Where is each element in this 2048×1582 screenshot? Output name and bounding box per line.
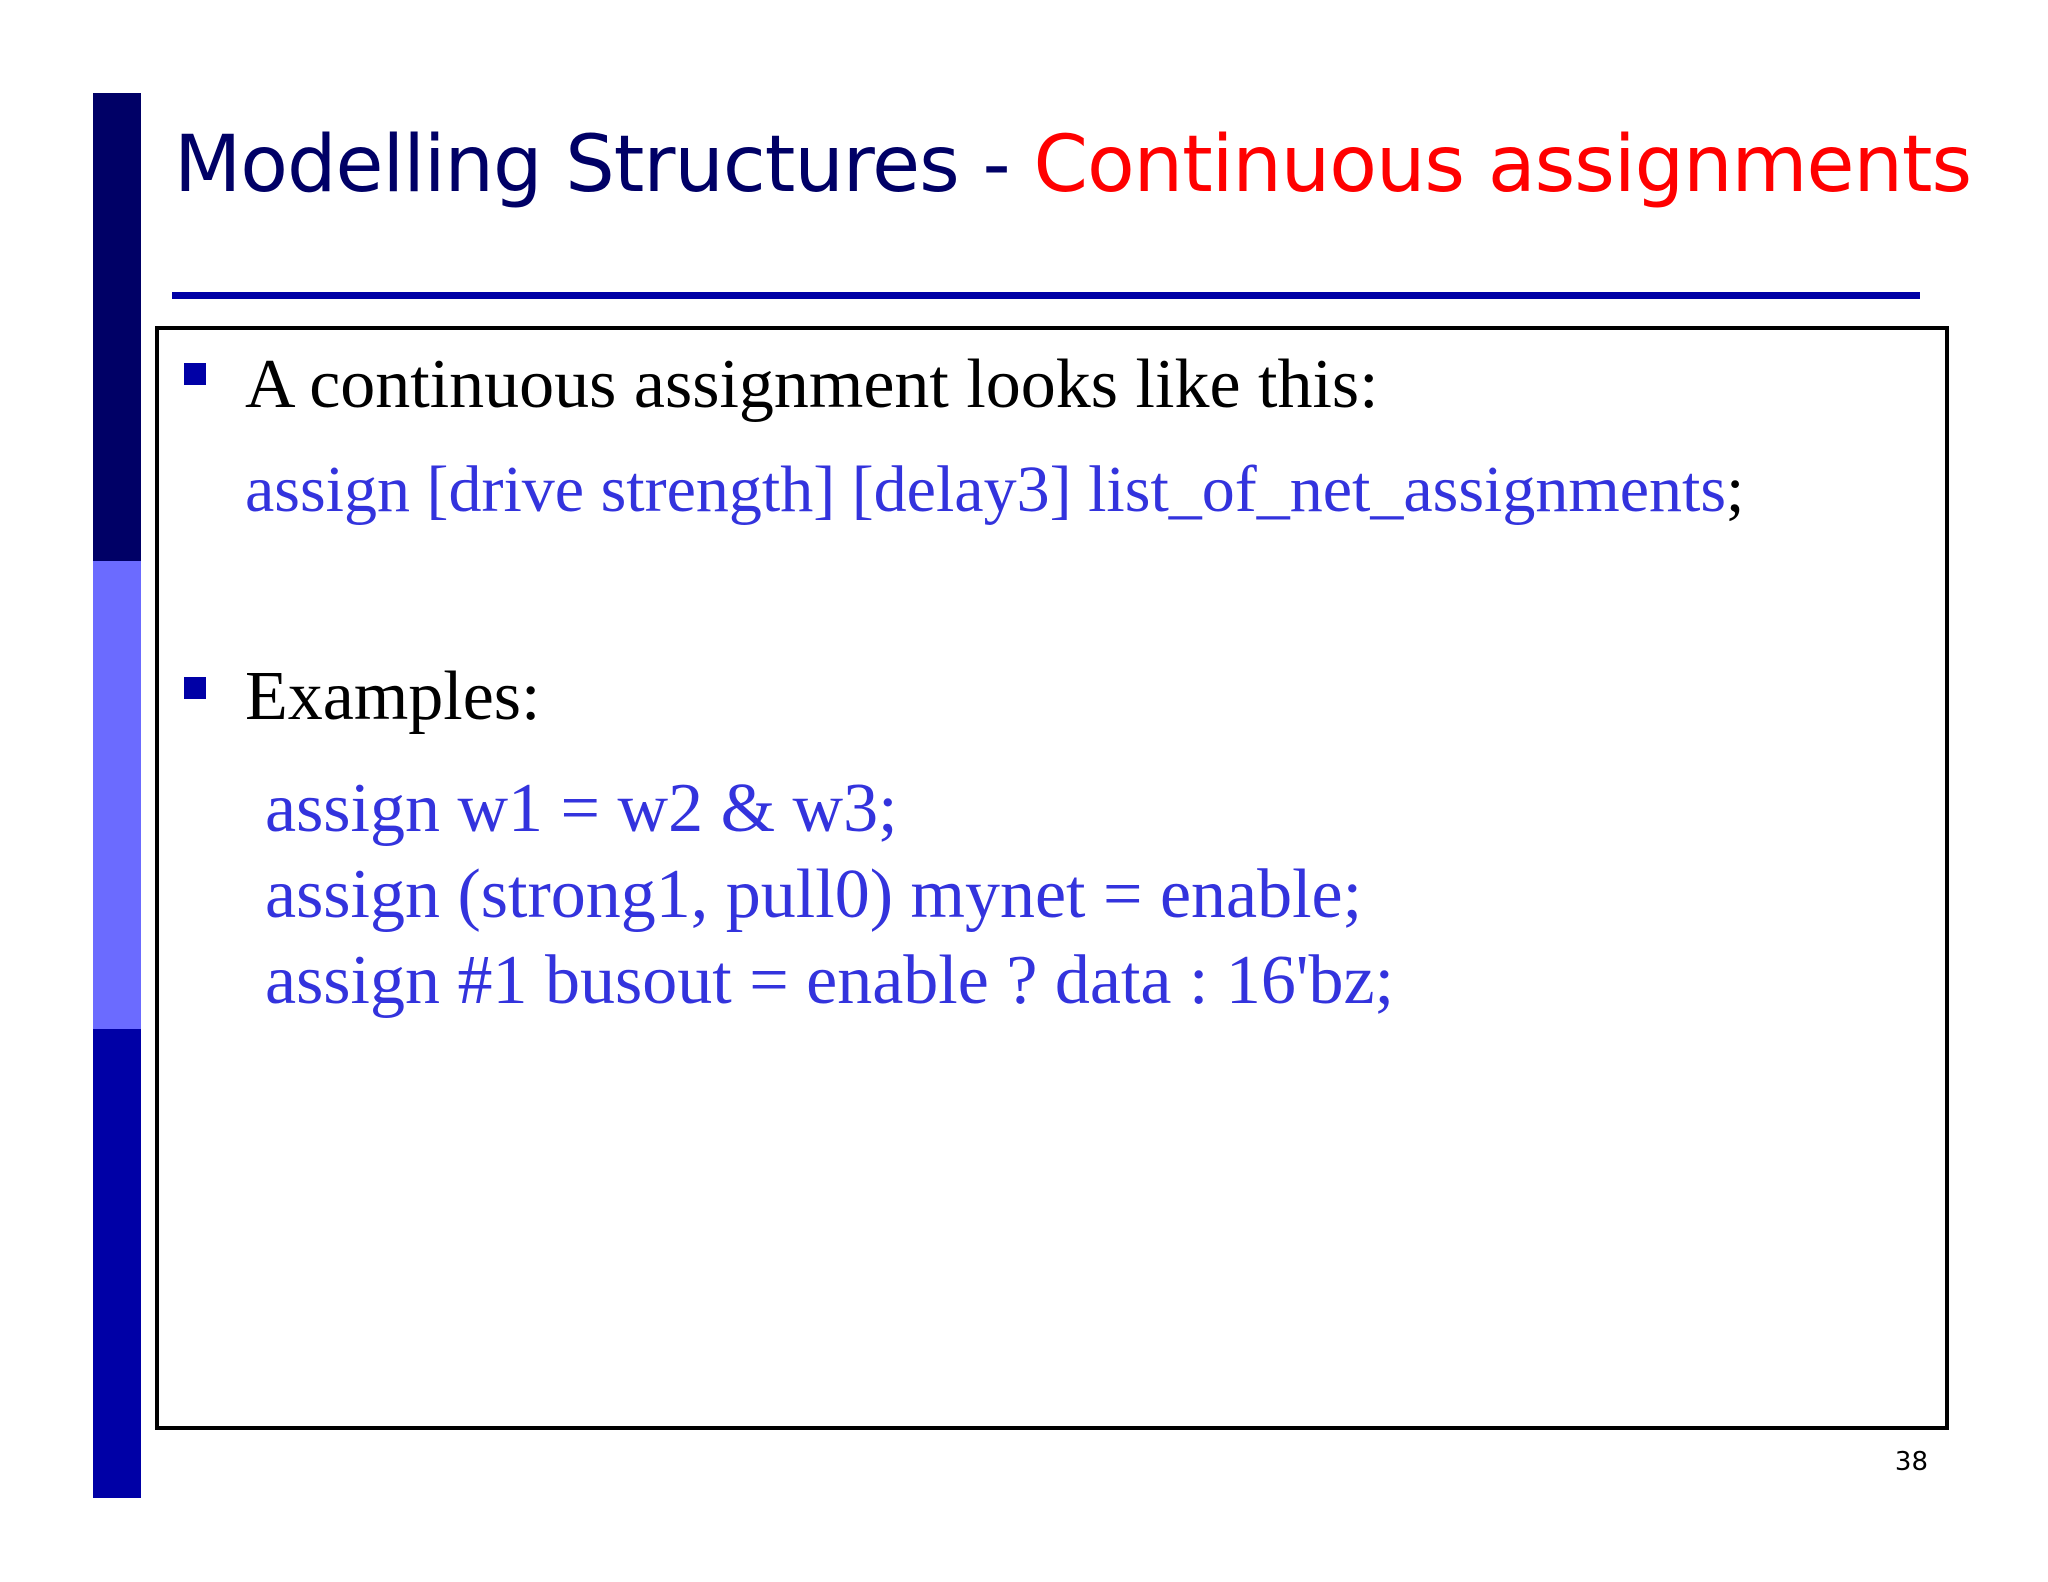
title-divider (172, 292, 1920, 299)
code-line: assign #1 busout = enable ? data : 16'bz; (265, 942, 1395, 1019)
side-bar-bottom-segment (93, 1029, 141, 1498)
syntax-terminator: ; (1726, 453, 1745, 526)
bullet-text-definition: A continuous assignment looks like this: (245, 346, 1379, 423)
bullet-text-examples: Examples: (245, 658, 541, 735)
code-examples (265, 766, 1394, 1024)
slide-title-accent: Continuous assignments (1033, 120, 1972, 210)
page-number: 38 (1894, 1447, 1928, 1477)
slide-title (174, 110, 1971, 220)
syntax-code: assign [drive strength] [delay3] list_of_net_assignments (245, 453, 1727, 526)
bullet-square-icon (184, 363, 206, 385)
bullet-square-icon (184, 677, 206, 699)
side-bar-top-segment (93, 93, 141, 561)
code-line: assign (strong1, pull0) mynet = enable; (265, 856, 1363, 933)
slide-title-main: Modelling Structures - (174, 120, 1034, 210)
side-bar-middle-segment (93, 561, 141, 1029)
code-line: assign w1 = w2 & w3; (265, 770, 898, 847)
syntax-line (245, 450, 1744, 530)
